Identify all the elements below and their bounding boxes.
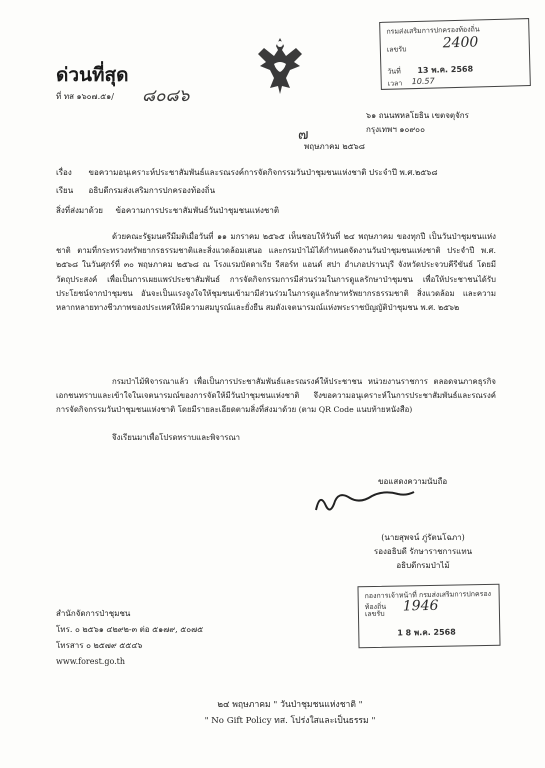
footer-line-1: ๒๔ พฤษภาคม " วันป่าชุมชนแห่งชาติ " [217,700,363,710]
reference-number-handwritten: ๘๐๘๖ [142,86,190,106]
signatory-position-1: รองอธิบดี รักษาราชการแทน [373,547,473,556]
stamp-receive-label: เลขรับ [386,45,407,54]
signatory-position-2: อธิบดีกรมป่าไม้ [396,561,450,570]
stamp-receive-number: 1946 [402,597,439,615]
subject-label: เรื่อง [56,168,72,177]
closing-text: ขอแสดงความนับถือ [378,477,448,486]
document-footer [150,697,430,729]
stamp-date-label: วันที่ [387,67,401,76]
receipt-stamp-bottom [357,584,500,648]
body-paragraph-1: ด้วยคณะรัฐมนตรีมีมติเมื่อวันที่ ๑๑ มกราคม ๒๕๖๕ เห็นชอบให้วันที่ ๒๔ พฤษภาคม ของทุกปี เป็นวันป่าชุมชนแห่งชาติ ตามที่กระทรวงทรัพยากรธรรมชาติและสิ่งแวดล้อมเสนอ และกรมป่าไม้ได้กำหนดจัดงานวันป่าชุมชนแห่งชาติ ประจำปี พ.ศ. ๒๕๖๘ ในวันศุกร์ที่ ๓๐ พฤษภาคม ๒๕๖๘ ณ โรงแรมบัดดาเรีย รีสอร์ท แอนด์ สปา อำเภอปรานบุรี จังหวัดประจวบคีรีขันธ์ โดยมีวัตถุประสงค์ เพื่อเป็นการเผยแพร่ประชาสัมพันธ์ การจัดกิจกรรมการมีส่วนร่วมในการดูแลรักษาป่าชุมชน เพื่อให้ประชาชนได้รับประโยชน์จากป่าชุมชน อันจะเป็นแรงจูงใจให้ชุมชนเข้ามามีส่วนร่วมในการดูแลรักษาทรัพยากรธรรมชาติ สิ่งแวดล้อม และความหลากหลายทางชีวภาพของประเทศให้มีความสมบูรณ์และยั่งยืน สมดังเจตนารมณ์แห่งพระราชบัญญัติป่าชุมชน พ.ศ. ๒๕๖๒ [56,232,496,313]
sender-address [366,109,506,137]
footer-line-2: " No Gift Policy ทส. โปร่งใสและเป็นธรรม " [204,716,376,726]
body-paragraph-2: กรมป่าไม้พิจารณาแล้ว เพื่อเป็นการประชาสัมพันธ์และรณรงค์ให้ประชาชน หน่วยงานราชการ ตลอดจนภาคธุรกิจเอกชนทราบและเข้าใจในเจตนารมณ์ของการจัดให้มีวันป่าชุมชนแห่งชาติ จึงขอความอนุเคราะห์ในการประชาสัมพันธ์และรณรงค์การจัดกิจกรรมวันป่าชุมชนแห่งชาติ โดยมีรายละเอียดตามสิ่งที่ส่งมาด้วย (ตาม QR Code แนบท้ายหนังสือ) [56,377,496,415]
stamp-title: กรมส่งเสริมการปกครองท้องถิ่น [386,25,480,36]
subject-row [56,165,438,180]
recipient-label: เรียน [56,186,74,195]
handwritten-signature [310,480,420,520]
enclosure-row [56,203,279,218]
office-phone: โทร. ๐ ๒๕๖๑ ๔๒๙๒-๓ ต่อ ๕๑๗๙, ๕๐๗๕ [56,625,204,634]
signatory-name: (นายสุพจน์ ภู่รัตนโฉภา) [381,533,465,542]
stamp-date: 1 8 พ.ค. 2568 [397,627,456,638]
subject-text: ขอความอนุเคราะห์ประชาสัมพันธ์และรณรงค์การจัดกิจกรรมวันป่าชุมชนแห่งชาติ ประจำปี พ.ศ.๒๕๖๘ [88,168,438,177]
document-date: พฤษภาคม ๒๕๖๘ [304,142,365,151]
reference-number: ที่ ทส ๑๖๐๗.๕๑/ [56,92,114,101]
recipient-row [56,183,215,198]
stamp-receive-number: 2400 [442,34,479,52]
address-line-2: กรุงเทพฯ ๑๐๙๐๐ [366,125,425,134]
office-website: www.forest.go.th [56,657,126,666]
stamp-time-label: เวลา [387,79,403,88]
date-day-handwritten: ๗ [298,127,309,143]
enclosure-label: สิ่งที่ส่งมาด้วย [56,206,103,215]
urgent-label: ด่วนที่สุด [56,64,129,86]
stamp-receive-label: เลขรับ [364,609,385,619]
recipient-text: อธิบดีกรมส่งเสริมการปกครองท้องถิ่น [88,186,216,195]
office-contact [56,606,203,670]
signatory-block [348,531,498,573]
stamp-time: 10.57 [411,76,435,87]
stamp-title: กองการเจ้าหน้าที่ กรมส่งเสริมการปกครองท้องถิ่น [364,589,492,612]
garuda-emblem-icon [256,34,304,96]
enclosure-text: ข้อความการประชาสัมพันธ์วันป่าชุมชนแห่งชาติ [115,206,280,215]
office-name: สำนักจัดการป่าชุมชน [56,609,131,618]
stamp-date: 13 พ.ค. 2568 [417,64,474,75]
receipt-stamp-top [379,18,531,90]
body-paragraph-3: จึงเรียนมาเพื่อโปรดทราบและพิจารณา [112,433,241,442]
office-fax: โทรสาร ๐ ๒๕๗๙ ๕๕๔๖ [56,641,143,650]
address-line-1: ๖๑ ถนนพหลโยธิน เขตจตุจักร [366,111,469,120]
